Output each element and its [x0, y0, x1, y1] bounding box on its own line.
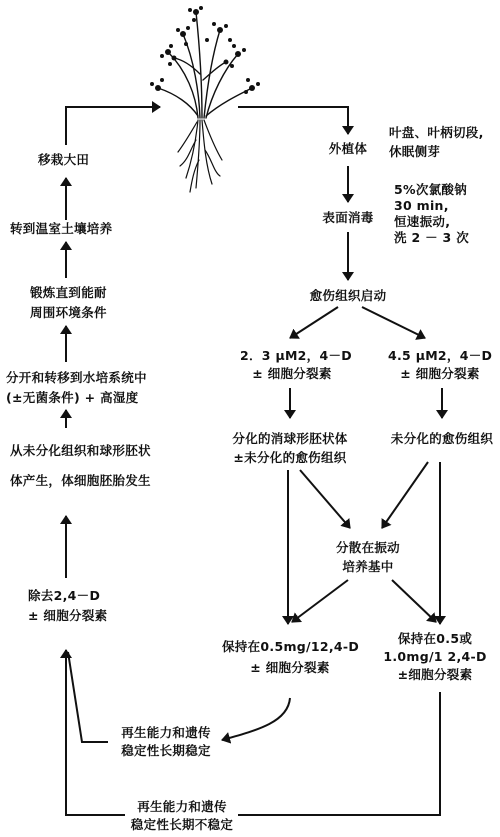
arrow-suspension-to-right-maintain [392, 580, 436, 622]
arrow-right-maintain-to-unstable [238, 692, 440, 815]
stable-node: 再生能力和遗传 稳定性长期稳定 [121, 725, 211, 758]
remove-24d-node: 除去2,4－D ± 细胞分裂素 [28, 588, 108, 623]
left-result-node: 分化的消球形胚状体 ±未分化的愈伤组织 [232, 431, 348, 465]
right-result-node: 未分化的愈伤组织 [390, 431, 494, 446]
arrow-field-to-plant [66, 107, 160, 145]
greenhouse-node: 转到温室土壤培养 [10, 221, 113, 236]
transfer-water-node: 分开和转移到水培系统中 (±无菌条件) + 高湿度 [6, 370, 147, 405]
arrow-callus-to-right-medium [362, 307, 425, 338]
explant-node: 外植体 [328, 141, 368, 156]
arrow-callus-to-left-medium [290, 307, 338, 338]
suspension-node: 分散在振动 培养基中 [335, 540, 400, 574]
arrow-right-result-to-suspension [382, 462, 428, 528]
unstable-node: 再生能力和遗传 稳定性长期不稳定 [130, 799, 234, 832]
right-medium-node: 4.5 μM2，4－D ± 细胞分裂素 [388, 348, 493, 381]
callus-initiation-node: 愈伤组织启动 [309, 288, 387, 303]
left-medium-node: 2．3 μM2，4－D ± 细胞分裂素 [240, 348, 352, 381]
maintain-right-node: 保持在0.5或 1.0mg/1 2,4-D ±细胞分裂素 [383, 631, 487, 682]
arrow-left-maintain-to-stable [222, 698, 290, 740]
arrow-plant-to-explant [238, 107, 348, 134]
maintain-left-node: 保持在0.5mg/12,4-D ± 细胞分裂素 [222, 639, 360, 675]
arrow-stable-to-left-column [68, 652, 108, 742]
field-node: 移栽大田 [38, 152, 90, 167]
plant-icon [150, 6, 260, 192]
explant-sources-note: 叶盘、叶柄切段, 休眠侧芽 [389, 125, 484, 159]
embryo-development-node: 从未分化组织和球形胚状 体产生，体细胞胚胎发生 [10, 443, 151, 488]
arrow-suspension-to-left-maintain [292, 580, 348, 622]
arrow-left-result-to-suspension [300, 470, 350, 528]
harden-node: 锻炼直到能耐 周围环境条件 [30, 285, 107, 320]
surface-sterilization-node: 表面消毒 [322, 210, 374, 225]
sterilization-note: 5%次氯酸钠 30 min, 恒速振动, 洗 2 － 3 次 [394, 182, 470, 245]
